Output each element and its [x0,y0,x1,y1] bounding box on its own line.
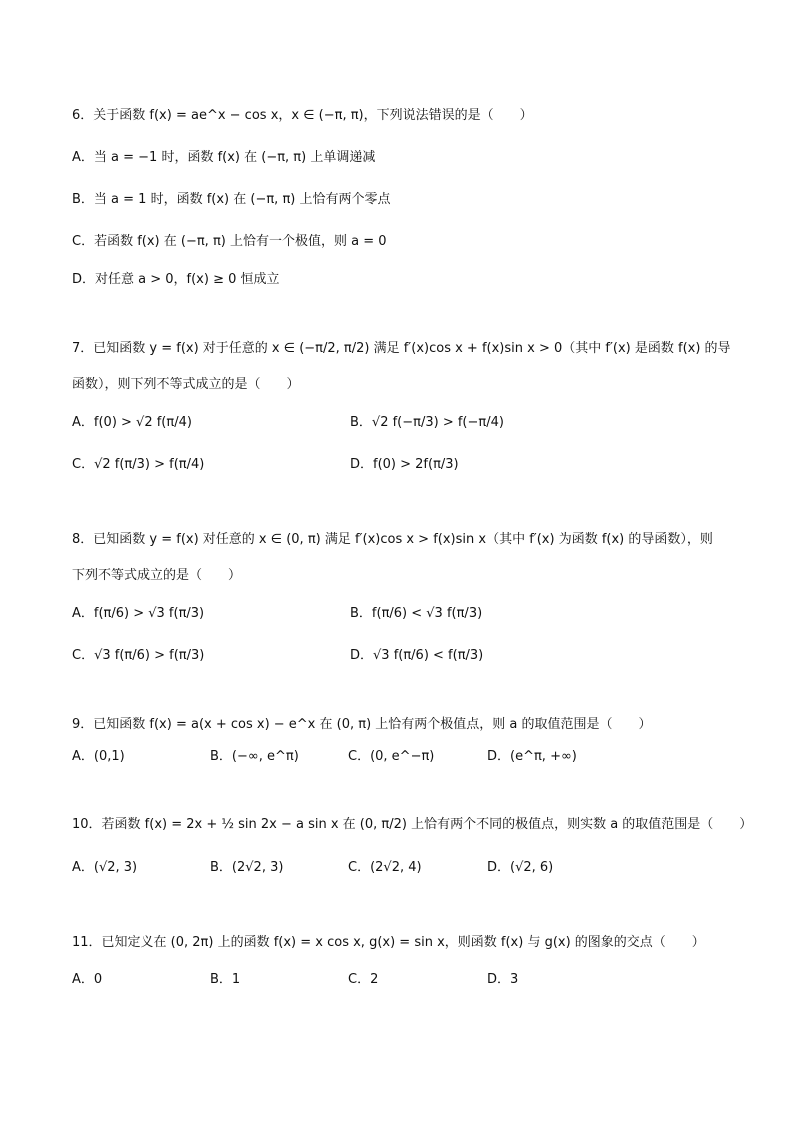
q9-option-c: C．(0, e^−π) [348,749,435,764]
q7-stem-line1: 7．已知函数 y = f(x) 对于任意的 x ∈ (−π/2, π/2) 满足 f′(x)cos x + f(x)sin x > 0（其中 f′(x) 是函数 f(x) 的导 [72,341,731,356]
q6-option-a: A．当 a = −1 时，函数 f(x) 在 (−π, π) 上单调递减 [72,150,376,165]
q7-option-c: C．√2 f(π/3) > f(π/4) [72,457,205,472]
q7-option-a: A．f(0) > √2 f(π/4) [72,415,192,430]
q10-stem: 10．若函数 f(x) = 2x + ½ sin 2x − a sin x 在 (0, π/2) 上恰有两个不同的极值点，则实数 a 的取值范围是（ ） [72,817,753,832]
q9-option-d: D．(e^π, +∞) [487,749,577,764]
q11-option-d: D．3 [487,972,519,987]
q6-option-b: B．当 a = 1 时，函数 f(x) 在 (−π, π) 上恰有两个零点 [72,192,391,207]
q10-option-a: A．(√2, 3) [72,860,138,875]
q8-option-b: B．f(π/6) < √3 f(π/3) [350,606,483,621]
q9-option-b: B．(−∞, e^π) [210,749,299,764]
q9-option-a: A．(0,1) [72,749,125,764]
q11-option-a: A．0 [72,972,103,987]
q8-option-c: C．√3 f(π/6) > f(π/3) [72,648,205,663]
q9-stem: 9．已知函数 f(x) = a(x + cos x) − e^x 在 (0, π) 上恰有两个极值点，则 a 的取值范围是（ ） [72,717,652,732]
q11-option-b: B．1 [210,972,241,987]
q8-stem-line1: 8．已知函数 y = f(x) 对任意的 x ∈ (0, π) 满足 f′(x)cos x > f(x)sin x（其中 f′(x) 为函数 f(x) 的导函数），则 [72,532,713,547]
q7-option-d: D．f(0) > 2f(π/3) [350,457,459,472]
q8-option-a: A．f(π/6) > √3 f(π/3) [72,606,205,621]
q8-stem-line2: 下列不等式成立的是（ ） [72,568,242,583]
q10-option-d: D．(√2, 6) [487,860,554,875]
q7-stem-line2: 函数），则下列不等式成立的是（ ） [72,377,300,392]
q11-stem: 11．已知定义在 (0, 2π) 上的函数 f(x) = x cos x, g(x) = sin x，则函数 f(x) 与 g(x) 的图象的交点（ ） [72,935,705,950]
q11-option-c: C．2 [348,972,379,987]
q7-option-b: B．√2 f(−π/3) > f(−π/4) [350,415,504,430]
q10-option-b: B．(2√2, 3) [210,860,284,875]
q8-option-d: D．√3 f(π/6) < f(π/3) [350,648,484,663]
q10-option-c: C．(2√2, 4) [348,860,422,875]
q6-option-d: D．对任意 a > 0，f(x) ≥ 0 恒成立 [72,272,280,287]
q6-stem: 6．关于函数 f(x) = ae^x − cos x，x ∈ (−π, π)，下列说法错误的是（ ） [72,108,533,123]
q6-option-c: C．若函数 f(x) 在 (−π, π) 上恰有一个极值，则 a = 0 [72,234,387,249]
